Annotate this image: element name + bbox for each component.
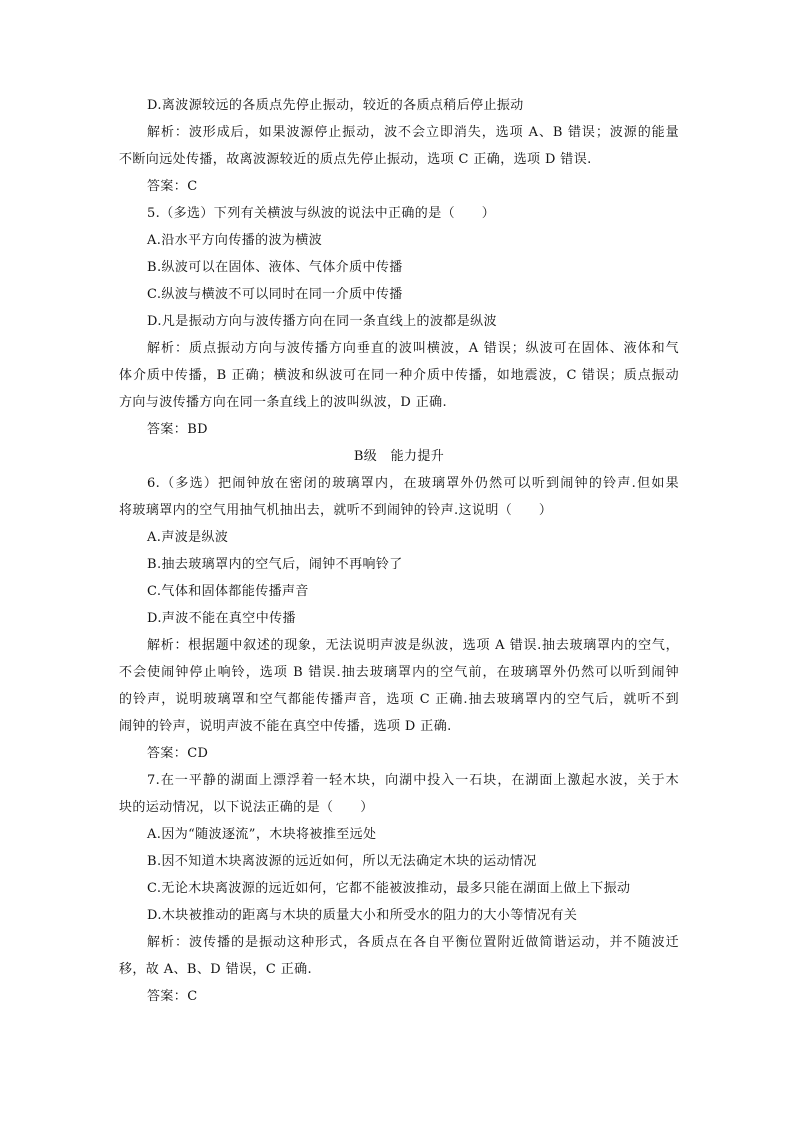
q6-analysis-line: 的铃声，说明玻璃罩和空气都能传播声音，选项 C 正确.抽去玻璃罩内的空气后，就听不到 (119, 692, 679, 707)
q4-option-d: D.离波源较远的各质点先停止振动，较近的各质点稍后停止振动 (147, 98, 524, 113)
q4-answer: 答案：C (147, 179, 198, 194)
q7-analysis-line: 解析：波传播的是振动这种形式，各质点在各自平衡位置附近做简谐运动，并不随波迁 (147, 935, 679, 950)
q7-answer: 答案：C (147, 989, 198, 1004)
q5-option-d: D.凡是振动方向与波传播方向在同一条直线上的波都是纵波 (147, 314, 497, 329)
page-content (119, 92, 679, 1010)
q7-option-c: C.无论木块离波源的远近如何，它都不能被波推动，最多只能在湖面上做上下振动 (147, 881, 631, 896)
q5-answer: 答案：BD (147, 422, 208, 437)
q6-option-d: D.声波不能在真空中传播 (147, 611, 296, 626)
section-title: B级 能力提升 (353, 449, 445, 464)
q6-option-a: A.声波是纵波 (147, 530, 229, 545)
q7-stem-line: 7.在一平静的湖面上漂浮着一轻木块，向湖中投入一石块，在湖面上激起水波，关于木 (147, 773, 679, 788)
q7-option-a: A.因为“随波逐流”，木块将被推至远处 (147, 827, 377, 842)
q6-option-b: B.抽去玻璃罩内的空气后，闹钟不再响铃了 (147, 557, 403, 572)
q6-stem-line: 将玻璃罩内的空气用抽气机抽出去，就听不到闹钟的铃声.这说明（ ） (119, 503, 553, 518)
q6-analysis-line: 闹钟的铃声，说明声波不能在真空中传播，选项 D 正确. (119, 719, 452, 734)
q5-option-a: A.沿水平方向传播的波为横波 (147, 233, 323, 248)
q6-analysis-line: 不会使闹钟停止响铃，选项 B 错误.抽去玻璃罩内的空气前，在玻璃罩外仍然可以听到闹钟 (119, 665, 679, 680)
q4-analysis-line: 不断向远处传播，故离波源较近的质点先停止振动，选项 C 正确，选项 D 错误. (119, 152, 592, 167)
q6-stem-line: 6.（多选）把闹钟放在密闭的玻璃罩内，在玻璃罩外仍然可以听到闹钟的铃声.但如果 (147, 476, 679, 491)
q7-stem-line: 块的运动情况，以下说法正确的是（ ） (119, 800, 374, 815)
q5-analysis-line: 体介质中传播，B 正确；横波和纵波可在同一种介质中传播，如地震波，C 错误；质点振动 (119, 368, 679, 383)
q6-option-c: C.气体和固体都能传播声音 (147, 584, 309, 599)
q6-analysis-line: 解析：根据题中叙述的现象，无法说明声波是纵波，选项 A 错误.抽去玻璃罩内的空气， (147, 638, 679, 653)
q5-stem: 5.（多选）下列有关横波与纵波的说法中正确的是（ ） (147, 206, 496, 221)
q7-analysis-line: 移，故 A、B、D 错误，C 正确. (119, 962, 313, 977)
q7-option-d: D.木块被推动的距离与木块的质量大小和所受水的阻力的大小等情况有关 (147, 908, 578, 923)
q4-analysis-line: 解析：波形成后，如果波源停止振动，波不会立即消失，选项 A、B 错误；波源的能量 (147, 125, 679, 140)
q5-option-b: B.纵波可以在固体、液体、气体介质中传播 (147, 260, 403, 275)
q6-answer: 答案：CD (147, 746, 209, 761)
q5-analysis-line: 解析：质点振动方向与波传播方向垂直的波叫横波，A 错误；纵波可在固体、液体和气 (147, 341, 679, 356)
q7-option-b: B.因不知道木块离波源的远近如何，所以无法确定木块的运动情况 (147, 854, 537, 869)
q5-analysis-line: 方向与波传播方向在同一条直线上的波叫纵波，D 正确. (119, 395, 448, 410)
q5-option-c: C.纵波与横波不可以同时在同一介质中传播 (147, 287, 403, 302)
